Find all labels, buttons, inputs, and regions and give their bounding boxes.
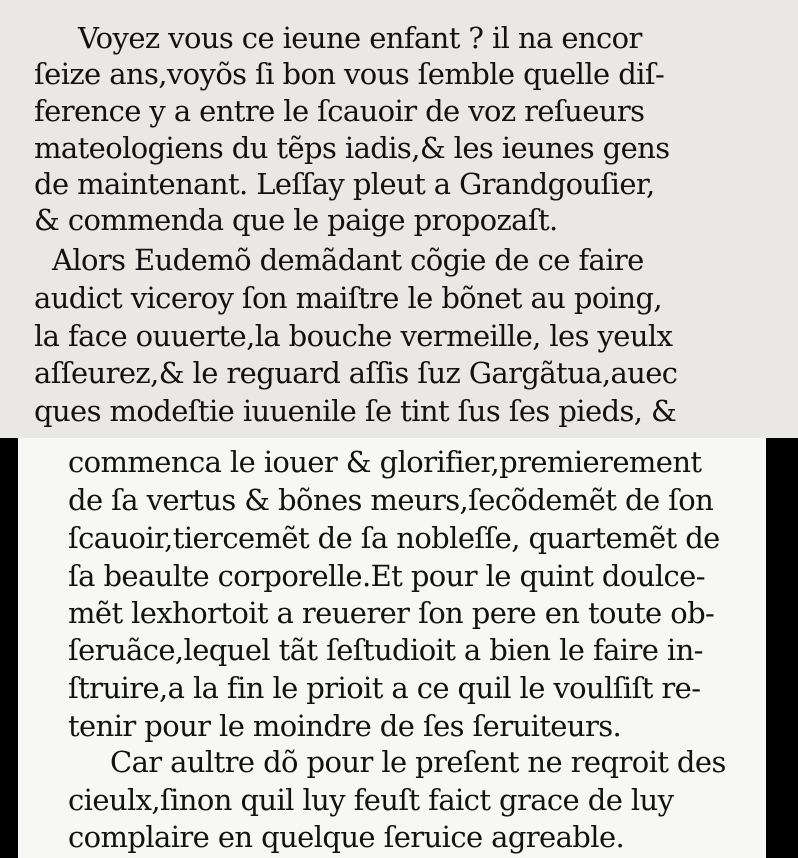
text-line: ſeruãce,lequel tãt ſeſtudioit a bien le faire in- bbox=[68, 633, 703, 667]
text-line: la face ouuerte,la bouche vermeille, les yeulx bbox=[34, 319, 673, 353]
text-line: ſeize ans,voyõs ſi bon vous ſemble quelle diſ- bbox=[34, 57, 665, 91]
text-line: ques modeſtie iuuenile ſe tint ſus ſes pieds, & bbox=[34, 394, 677, 428]
text-line: cieulx,ſinon quil luy feuſt faict grace de luy bbox=[68, 783, 674, 817]
text-line: mẽt lexhortoit a reuerer ſon pere en toute ob- bbox=[68, 596, 715, 630]
text-line: de ſa vertus & bõnes meurs,ſecõdemẽt de ſon bbox=[68, 483, 714, 517]
text-line: ſa beaulte corporelle.Et pour le quint doulce- bbox=[68, 559, 705, 593]
text-line: Voyez vous ce ieune enfant ? il na encor bbox=[78, 21, 642, 55]
text-line: commenca le iouer & glorifier,premierement bbox=[68, 445, 702, 479]
text-line: ſtruire,a la fin le prioit a ce quil le voulſiſt re- bbox=[68, 671, 701, 705]
text-line: & commenda que le paige propozaſt. bbox=[34, 203, 558, 237]
text-line: ference y a entre le ſcauoir de voz reſueurs bbox=[34, 94, 645, 128]
text-line: aſſeurez,& le reguard aſſis ſuz Gargãtua,auec bbox=[34, 356, 678, 390]
text-line: de maintenant. Leſſay pleut a Grandgouſier, bbox=[34, 167, 655, 201]
scan-gap-left bbox=[0, 438, 18, 858]
text-line: audict viceroy ſon maiſtre le bõnet au poing, bbox=[34, 281, 663, 315]
text-line: Car aultre dõ pour le preſent ne reqroit des bbox=[110, 745, 726, 779]
bottom-page-scan bbox=[18, 438, 766, 858]
text-line: ſcauoir,tiercemẽt de ſa nobleſſe, quartemẽt de bbox=[68, 521, 720, 555]
text-line: Alors Eudemõ demãdant cõgie de ce faire bbox=[52, 243, 644, 277]
text-line: tenir pour le moindre de ſes ſeruiteurs. bbox=[68, 709, 622, 743]
text-line: complaire en quelque ſeruice agreable. bbox=[68, 820, 625, 854]
scan-gap-right bbox=[766, 438, 798, 858]
text-line: mateologiens du tẽps iadis,& les ieunes gens bbox=[34, 131, 670, 165]
